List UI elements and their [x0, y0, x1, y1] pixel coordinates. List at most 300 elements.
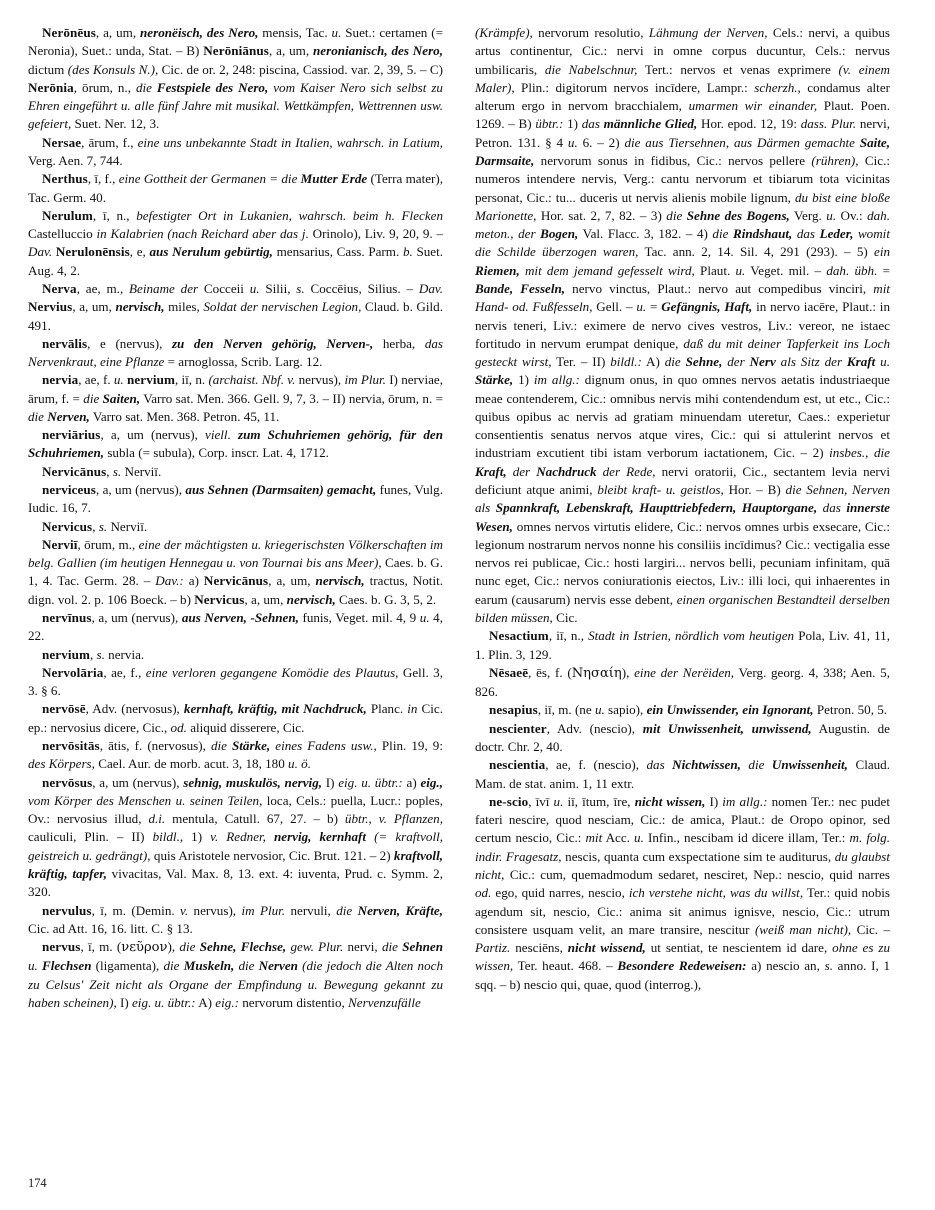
latin-text: 1) — [513, 372, 534, 388]
german-gloss: Nerven, Kräfte, — [357, 902, 443, 918]
german-gloss: eig., — [420, 774, 443, 790]
latin-text: miles, — [164, 299, 204, 315]
italic-note: gew. Plur. — [286, 939, 344, 955]
dictionary-entry — [475, 701, 890, 719]
latin-text: 1) — [563, 116, 582, 132]
latin-text: dictum — [28, 61, 68, 77]
dictionary-entry — [28, 737, 443, 774]
latin-text: nesciēns, — [510, 940, 568, 956]
german-gloss: Unwissenheit, — [771, 757, 848, 773]
latin-text: nervus), — [295, 372, 345, 388]
german-gloss: Besondere Redeweisen: — [617, 958, 747, 974]
latin-text: , ī, m. ( — [80, 939, 122, 955]
dictionary-entry — [28, 280, 443, 335]
italic-note: Partiz. — [475, 940, 511, 956]
italic-note: die — [666, 207, 687, 223]
headword: Nerthus — [42, 171, 88, 187]
italic-note: eine verloren gegangene Komödie des Plautus, — [145, 664, 399, 680]
latin-text: , a, um (nervus), — [100, 427, 206, 443]
latin-text: , e, — [129, 244, 150, 260]
headword: nervōsus — [42, 774, 93, 790]
italic-note: vom Kaiser Nero sich selbst zu Ehren eingeführt u. alle fünf Jahre mit musikal. Wettkämpfen, Wettrennen usw. gefeiert, — [28, 79, 443, 132]
greek-etymon: Νησαίη — [571, 665, 622, 681]
italic-note: einen organischen Bestandteil derselben bilden müssen, — [475, 591, 890, 625]
latin-text: Castelluccio — [28, 226, 97, 242]
latin-text: I) — [116, 994, 132, 1010]
latin-text: Nerviī. — [121, 463, 162, 479]
italic-note: die Sehnen, Nerven als — [475, 482, 890, 516]
latin-text: Ter. – II) — [551, 354, 611, 370]
latin-text: funes, Vulg. Iudic. 16, 7. — [28, 482, 444, 516]
italic-note: b. — [402, 244, 413, 260]
dictionary-entry — [28, 664, 443, 701]
latin-text: , ae, f. — [78, 372, 114, 388]
latin-text: Infin., nescibam id dicere illam, Ter.: — [643, 830, 850, 846]
german-gloss: nervisch, — [286, 591, 336, 607]
latin-text: funis, Veget. mil. 4, 9 — [298, 610, 420, 625]
italic-note: bildl.: — [610, 354, 642, 370]
german-gloss: Stärke, — [232, 737, 271, 753]
latin-text: Caes. b. G. 3, 5, 2. — [335, 591, 437, 607]
latin-text: 6. – 2) — [577, 134, 625, 150]
headword: nervium — [42, 646, 90, 662]
latin-text: Hor. epod. 12, 19: — [697, 116, 801, 132]
italic-note: u. — [735, 262, 746, 278]
latin-text: vivacitas, Val. Max. 8, 13. ext. 4: iuventa, Prud. c. Symm. 2, 320. — [28, 865, 443, 900]
italic-note: s. — [296, 280, 305, 296]
german-gloss: Bande, Fesseln, — [475, 280, 566, 296]
latin-text: ), — [167, 939, 180, 955]
headword: Nervicus — [194, 591, 245, 607]
latin-text: nervorum resolutio, — [532, 25, 649, 40]
latin-text: nervi, — [343, 939, 382, 955]
italic-note: umarmen wir einander, — [688, 98, 818, 114]
headword: Nersae — [42, 134, 82, 150]
headword: nervōsitās — [42, 737, 100, 753]
latin-text: Cic.: cum, quemadmodum sedaret, nesciret, Nep.: nescio, quid narres — [504, 866, 890, 882]
latin-text: , Adv. (nervosus), — [85, 701, 184, 717]
latin-text: Plin.: digitorum nervos incīdere, Lampr.: — [514, 79, 755, 95]
latin-text: , a, um, — [72, 299, 116, 315]
latin-text: , ātis, f. (nervosus), — [99, 737, 211, 753]
latin-text: Ter.: quid nobis agendum sit, nescio, Cic.: anima sit animus ignisve, nescio, Cic.: utrum consistere usquam velit, an mare transire, nescitur — [475, 885, 890, 937]
german-gloss: Nerv — [749, 354, 776, 370]
dictionary-entry — [475, 720, 890, 757]
latin-text: = arnoglossa, Scrib. Larg. 12. — [164, 354, 323, 370]
german-gloss: Sehnen — [402, 939, 443, 955]
latin-text: dignum onus, in quo omnes nervos aetatis industriaeque meae contenderem, Cic.: omnibus nervis mihi contendendum est, ut etc., Cic.: quibus opibus ac nervis ad gratiam minuendam uteretur, Caes.: experietur consentientis senatus nervos atque vires, Cic.: qui si attulerint nervos et industriam excutient tibi istam verborum iactationem, Cic. – 2) — [475, 372, 890, 461]
latin-text: = — [646, 299, 662, 315]
headword: Nerōniānus — [203, 43, 270, 59]
latin-text: nervo vinctus, Plaut.: nervo aut compedibus vinciri, — [565, 280, 874, 296]
italic-note: im Plur. — [344, 372, 386, 388]
dictionary-entry — [28, 207, 443, 280]
italic-note: insbes., die — [829, 445, 890, 461]
dictionary-entry — [28, 335, 443, 372]
latin-text: I) — [322, 774, 339, 790]
italic-note: mit dem jemand gefesselt wird, — [519, 262, 695, 278]
latin-text: Verg. Aen. 7, 744. — [28, 152, 123, 168]
dictionary-entry — [28, 536, 443, 609]
latin-text: , a, um (nervus), — [91, 610, 182, 625]
italic-note: eig.: — [215, 994, 239, 1010]
headword: nesapius — [489, 702, 538, 718]
latin-text: nomen Ter.: nec pudet fateri nescire, quod nesciam, Cic.: de amica, Plaut.: de Oropo opinor, sed certum nescio, Cic.: — [475, 793, 890, 846]
dictionary-entry — [28, 902, 443, 939]
headword: Nervicus — [42, 518, 93, 534]
german-gloss: aus Sehnen (Darmsaiten) gemacht, — [185, 482, 377, 498]
italic-note: mit — [585, 830, 603, 846]
latin-text: Cels.: nervi, a quibus artus continentur, Cic.: nervi in omne corpus ducuntur, Cels.: nervus umbilicaris, — [475, 25, 890, 77]
headword: Nesactium — [489, 628, 549, 644]
latin-text: , ōrum, m., — [77, 536, 139, 552]
german-gloss: zum Schuhriemen gehörig, für den Schuhriemen, — [28, 427, 443, 461]
italic-note: im allg.: — [533, 372, 580, 388]
italic-note: od. — [475, 885, 492, 901]
italic-note: (rühren), — [811, 152, 859, 168]
latin-text: tractus, Notit. dign. vol. 2. p. 106 Boeck. – b) — [28, 573, 443, 607]
german-gloss: kernhaft, kräftig, mit Nachdruck, — [183, 701, 367, 717]
right-text-column — [475, 24, 890, 1164]
german-gloss: innerste Wesen, — [475, 500, 890, 534]
headword: nerviārius — [42, 427, 101, 443]
latin-text: Plaut. Poen. 1269. – B) — [475, 98, 891, 132]
latin-text: = — [877, 262, 890, 278]
latin-text: Cic.: numeros intendere nervis, Verg.: cantu nervorum et tibiarum tota vicinitas personat, Cic.: tu... duceris ut nervis alienis mobile lignum, — [475, 152, 891, 205]
latin-text: Verg. georg. 4, 338; Aen. 5, 826. — [475, 664, 890, 700]
headword: nervium — [126, 372, 175, 388]
latin-text: a) — [183, 573, 204, 589]
latin-text: Acc. — [602, 830, 635, 846]
german-gloss: neronëisch, des Nero, — [140, 25, 259, 40]
headword: nervus — [42, 939, 81, 955]
german-gloss: Stärke, — [475, 372, 514, 388]
german-gloss: Saiten, — [102, 390, 141, 406]
headword: Nervicānus — [203, 573, 269, 589]
german-gloss: aus Nerven, -Sehnen, — [181, 610, 299, 625]
latin-text: loca, Cels.: puella, Lucr.: poples, Ov.: nervosius illud, — [28, 792, 443, 827]
latin-text: Caes. b. G. 1, 4. Tac. Germ. 28. – — [28, 555, 443, 589]
italic-note: das — [792, 226, 820, 242]
german-gloss: Gefängnis, Haft, — [661, 299, 753, 315]
latin-text: Suet. Aug. 4, 2. — [28, 244, 443, 278]
latin-text: Tert.: nervos et venas exprimere — [637, 61, 839, 77]
italic-note: Dav. — [28, 244, 53, 260]
latin-text: , ae, f. (nescio), — [545, 757, 647, 773]
german-gloss: zu den Nerven gehörig, Nerven-, — [171, 335, 374, 351]
italic-note: u. — [826, 207, 837, 223]
italic-note: v. — [180, 902, 189, 918]
italic-note: (archaist. Nbf. v. — [208, 372, 296, 388]
italic-note: übtr.: — [535, 116, 564, 132]
latin-text: Hor. – B) — [723, 482, 786, 498]
headword: Nerōnia — [28, 79, 74, 95]
german-gloss: aus Nerulum gebürtig, — [149, 244, 273, 260]
headword: Nerulum — [42, 207, 93, 223]
italic-note: eines Fadens usw., — [270, 737, 377, 753]
italic-note: das — [581, 116, 604, 132]
latin-text: , iī, n., — [548, 628, 589, 644]
dictionary-entry — [28, 774, 443, 902]
dictionary-entry — [475, 793, 890, 994]
dictionary-entry — [28, 609, 443, 646]
german-gloss: Leder, — [819, 226, 854, 242]
latin-text: Gell. 3, 3. § 6. — [28, 664, 444, 699]
italic-note: Nervenzufälle — [348, 994, 421, 1010]
latin-text: I) nerviae, ārum, f. = — [28, 372, 443, 406]
latin-text: Veget. mil. – — [745, 262, 827, 278]
headword: Nervicānus — [42, 463, 107, 479]
headword: nervulus — [42, 902, 92, 918]
italic-note: s. — [96, 646, 105, 662]
italic-note: u. — [567, 134, 578, 150]
latin-text: , ī, n., — [92, 207, 137, 223]
page-number: 174 — [28, 1176, 47, 1190]
latin-text: Varro sat. Men. 366. Gell. 9, 7, 3. – II) nervia, ōrum, n. = — [140, 390, 443, 406]
italic-note: im allg.: — [722, 793, 768, 809]
italic-note: u. — [875, 354, 890, 370]
headword: ne-scio — [489, 793, 529, 809]
italic-note: dah. meton., der — [475, 207, 890, 242]
latin-text: Claud. Mam. de stat. anim. 1, 11 extr. — [475, 757, 891, 791]
italic-note: der Rede, — [596, 463, 656, 479]
italic-note: die — [664, 354, 686, 370]
headword: Nerva — [42, 280, 77, 296]
italic-note: u. — [636, 299, 647, 315]
german-gloss: nervig, kernhaft — [273, 829, 367, 845]
latin-text: Pola, Liv. 41, 11, 1. Plin. 3, 129. — [475, 628, 890, 662]
italic-note: (v. einem Maler), — [475, 61, 890, 95]
latin-text: , ae, f., — [103, 664, 146, 680]
latin-text: Cic. ep.: nervosius dicere, Cic., — [28, 701, 444, 735]
latin-text: Cocceii — [198, 280, 250, 296]
german-gloss: Sehne des Bogens, — [686, 207, 790, 223]
italic-note: du bist eine bloße Marionette, — [475, 189, 891, 223]
headword: nescienter — [489, 720, 547, 736]
latin-text: anno. I, 1 sqq. – b) nescio qui, quae, quod (interrog.), — [475, 958, 890, 992]
dictionary-entry — [475, 627, 890, 664]
latin-text: cauliculi, Plin. – II) — [28, 829, 153, 845]
italic-note: v. Redner, — [210, 829, 274, 845]
german-gloss: sehnig, muskulös, nervig, — [183, 774, 323, 790]
italic-note: die — [28, 408, 48, 424]
latin-text: herba, — [373, 335, 425, 351]
latin-text: condamus alter alterum ergo in nervom bracchialem, — [475, 79, 890, 114]
italic-note: u. — [28, 958, 43, 974]
latin-text: , ī, m. (Demin. — [91, 902, 181, 918]
italic-note: daß du mit deiner Tapferkeit ins Loch gesteckt wirst, — [475, 335, 890, 370]
latin-text: Gell. – — [592, 299, 637, 315]
dictionary-entry — [28, 134, 443, 171]
italic-note: die — [163, 958, 184, 974]
latin-text: omnes nervos virtutis elidere, Cic.: nervos omnes urbis exsecare, Cic.: legionum nostrarum nervos nonne his consiliis incīdimus? Cic.: vectigalia esse nervos rei publicae, Cic.: hosti largiri... nervos belli, pecuniam infinitam, quā nunc eget, Cic.: nervos coniurationis eiectos, Liv.: illi loci, qui inhaerentes in earum (causarum) nervis esse debent, — [475, 518, 890, 607]
latin-text: , — [89, 646, 97, 662]
latin-text: 4, 22. — [28, 610, 444, 644]
latin-text: mentula, Catull. 67, 27. – b) — [165, 811, 345, 827]
latin-text: nervus), — [188, 902, 242, 918]
latin-text: Cic. — [552, 610, 578, 625]
latin-text: mensis, Tac. — [258, 25, 332, 40]
headword: Nervius — [28, 299, 73, 315]
italic-note: in — [407, 701, 418, 717]
latin-text: , ī, f., — [87, 171, 119, 187]
two-column-text-body — [28, 24, 908, 1164]
italic-note: vom Körper des Menschen u. seinen Teilen, — [28, 792, 263, 808]
italic-note: u. ö. — [288, 756, 311, 772]
dictionary-entry — [28, 24, 443, 134]
italic-note: der — [506, 463, 537, 479]
latin-text: Augustin. de doctr. Chr. 2, 40. — [475, 720, 890, 754]
italic-note: s. — [112, 463, 122, 479]
latin-text: a) — [402, 774, 421, 790]
italic-note: eine der mächtigsten u. kriegerischsten Völkerschaften im belg. Gallien (im heutigen Hennegau u. von Tournai bis ans Meer), — [28, 536, 443, 571]
latin-text: , — [106, 463, 113, 479]
german-gloss: Flechsen — [42, 958, 92, 974]
headword: Nerōnēus — [42, 25, 96, 40]
latin-text: ego, quid narres, nescio, — [491, 885, 629, 901]
headword: nescientia — [489, 757, 546, 773]
italic-note: s. — [824, 958, 833, 974]
italic-note: befestigter Ort in Lukanien, wahrsch. beim h. Flecken — [136, 207, 443, 223]
dictionary-entry — [28, 518, 443, 536]
latin-text: quis Aristotele nervosior, Cic. Brut. 121. – 2) — [150, 847, 394, 863]
dictionary-entry — [475, 756, 890, 793]
latin-text: aliquid disserere, Cic. — [186, 719, 305, 735]
headword: nerviceus — [42, 482, 96, 498]
italic-note: übtr., v. Pflanzen, — [344, 811, 443, 827]
latin-text: , a, um (nervus), — [96, 482, 186, 498]
italic-note: u. — [594, 702, 605, 718]
german-gloss: Bogen, — [540, 226, 579, 242]
latin-text: nervorum distentio, — [238, 994, 349, 1010]
latin-text: , ēs, f. ( — [528, 664, 572, 680]
german-gloss: Rindshaut, — [732, 226, 793, 242]
latin-text: nervuli, — [285, 902, 337, 918]
italic-note: u. — [249, 280, 260, 296]
german-gloss: ein Unwissender, ein Ignorant, — [646, 702, 814, 718]
italic-note: m. folg. indir. Fragesatz, — [475, 830, 890, 864]
italic-note: (die jedoch die Alten noch zu Celsus' Zeit nicht als Organe der Empfindung u. Bewegung gekannt zu haben scheinen), — [28, 958, 443, 1010]
dictionary-entry — [28, 938, 443, 1012]
italic-note: scherzh., — [754, 79, 801, 95]
italic-note: s. — [98, 518, 108, 534]
german-gloss: kraftvoll, kräftig, tapfer, — [28, 847, 443, 881]
latin-text — [231, 427, 238, 442]
latin-text: , ōrum, n., — [73, 79, 136, 95]
latin-text: Verg. — [789, 207, 827, 223]
italic-note: Soldat der nervischen Legion, — [203, 299, 362, 315]
german-gloss: Nerven, — [47, 408, 90, 424]
headword: nervia — [42, 372, 79, 388]
latin-text: A) — [641, 354, 665, 370]
italic-note: dass. Plur. — [800, 116, 857, 132]
headword: Nerviī — [42, 536, 78, 552]
latin-text: , — [92, 518, 99, 534]
italic-note: die aus Tiersehnen, aus Därmen gemachte — [624, 134, 860, 150]
italic-note: dah. übh. — [826, 262, 878, 278]
italic-note: eig. u. übtr.: — [338, 774, 403, 790]
latin-text: iī, ītum, īre, — [563, 793, 635, 809]
latin-text: , a, um, — [269, 43, 314, 59]
latin-text: nescis, quanta cum exspectatione sim te auditurus, — [561, 848, 835, 864]
italic-note: die — [381, 939, 403, 955]
italic-note: die — [83, 390, 103, 406]
latin-text: , a, um (nervus), — [92, 774, 184, 790]
latin-text: Nerviī. — [107, 518, 148, 534]
latin-text: Ov.: — [836, 207, 868, 223]
latin-text: Cic. de or. 2, 248: piscina, Cassiod. var. 2, 39, 5. – C) — [158, 61, 443, 77]
latin-text: Suet. Ner. 12, 3. — [71, 116, 160, 132]
german-gloss: Sehne, Flechse, — [199, 939, 287, 955]
latin-text: Varro sat. Men. 368. Petron. 45, 11. — [89, 408, 280, 424]
italic-note: Lähmung der Nerven, — [648, 25, 768, 40]
german-gloss: Nachdruck — [536, 463, 597, 479]
dictionary-entry — [28, 426, 443, 463]
italic-note: d.i. — [148, 811, 166, 827]
dictionary-entry — [475, 664, 890, 702]
latin-text: ), — [621, 664, 635, 680]
latin-text: , a, um, — [268, 573, 316, 589]
german-gloss: Muskeln, — [183, 958, 235, 974]
latin-text: Coccēius, Silius. – — [304, 280, 419, 296]
headword: Nēsaeē — [489, 664, 529, 680]
latin-text: , iī, m. (ne — [537, 702, 595, 718]
german-gloss: Mutter Erde — [300, 171, 368, 187]
latin-text: 1) — [183, 829, 211, 845]
italic-note: od. — [170, 719, 187, 735]
german-gloss: nervisch, — [115, 299, 165, 315]
latin-text: , Adv. (nescio), — [546, 720, 643, 736]
latin-text: sapio), — [604, 702, 647, 718]
german-gloss: Spannkraft, Lebenskraft, Haupttriebfedern, Hauptorgane, — [495, 500, 818, 516]
greek-etymon: νεῦρον — [121, 940, 168, 956]
latin-text: Silii, — [259, 280, 297, 296]
headword: Nervolāria — [42, 664, 104, 680]
italic-note: u. — [419, 610, 430, 625]
italic-note: eine uns unbekannte Stadt in Italien, wahrsch. in Latium, — [137, 134, 443, 150]
italic-note: eig. u. übtr.: — [132, 994, 196, 1010]
italic-note: (= kraftvoll, geistreich u. gedrängt), — [28, 829, 443, 863]
left-text-column — [28, 24, 443, 1164]
german-gloss: mit Unwissenheit, unwissend, — [642, 720, 812, 736]
latin-text: Plaut. — [694, 262, 736, 278]
dictionary-entry — [475, 24, 890, 627]
latin-text: in nervo iacēre, Plaut.: in nervis teneri, Liv.: eximere de nervo cives vestros, Liv.: vereor, ne istaec fortitudo in nervum erumpat denique, — [475, 299, 890, 351]
latin-text: Plin. 19, 9: — [376, 737, 443, 753]
italic-note: ohne es zu wissen, — [475, 940, 890, 974]
latin-text: Cael. Aur. de morb. acut. 3, 18, 180 — [94, 756, 289, 772]
dictionary-entry — [28, 700, 443, 737]
italic-note: im Plur. — [241, 902, 286, 918]
italic-note: du glaubst nicht, — [475, 848, 890, 882]
latin-text: , ae, m., — [76, 280, 130, 296]
german-gloss: Saite, Darmsaite, — [475, 134, 891, 168]
german-gloss: männliche Glied, — [603, 116, 698, 132]
italic-note: (des Konsuls N.), — [67, 61, 159, 77]
german-gloss: Nichtwissen, — [672, 757, 741, 773]
german-gloss: Nerven — [258, 958, 298, 974]
latin-text: Hor. sat. 2, 7, 82. – 3) — [536, 207, 667, 223]
italic-note: die — [234, 958, 259, 974]
italic-note: das — [646, 757, 673, 773]
dictionary-entry — [28, 646, 443, 664]
german-gloss: neronianisch, des Nero, — [313, 43, 443, 59]
latin-text: I) — [705, 793, 723, 809]
italic-note: bildl., — [152, 829, 184, 845]
italic-note: u. — [634, 830, 644, 846]
italic-note: in Kalabrien (nach Reichard aber das j. — [96, 226, 309, 242]
latin-text: ut sentiat, te nescientem id dare, — [645, 940, 833, 956]
